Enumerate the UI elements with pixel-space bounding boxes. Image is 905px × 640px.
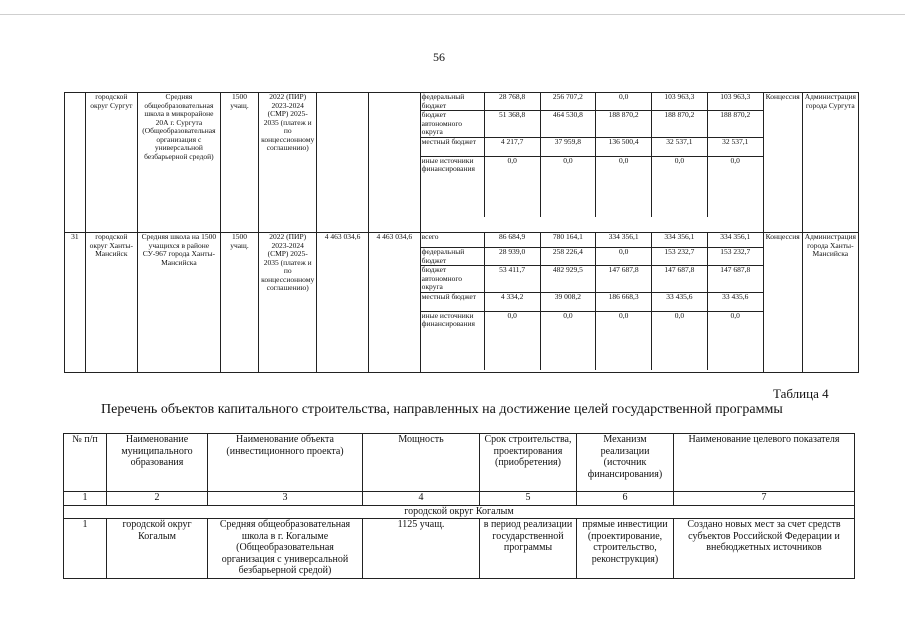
capacity-cell: 1500 учащ. <box>220 233 258 373</box>
table-caption: Таблица 4 <box>773 386 829 401</box>
header-cell: Наименование целевого показателя <box>674 434 855 492</box>
source-value: 103 963,3 <box>707 93 762 111</box>
source-label: местный бюджет <box>421 137 485 156</box>
column-number: 7 <box>674 492 855 506</box>
source-value: 0,0 <box>540 156 596 217</box>
source-label: бюджет автономного округа <box>421 266 485 293</box>
sources-table <box>421 93 763 217</box>
municipality-cell: городской округ Сургут <box>85 93 137 233</box>
source-value: 147 687,8 <box>652 266 708 293</box>
row-number <box>65 93 86 233</box>
source-value: 28 768,8 <box>484 93 540 111</box>
source-row <box>421 292 763 311</box>
header-cell: Срок строительства, проектирования (приобретения) <box>480 434 577 492</box>
source-row <box>421 156 763 217</box>
source-value: 0,0 <box>596 93 652 111</box>
source-label: федеральный бюджет <box>421 93 485 111</box>
sources-table <box>421 233 763 370</box>
source-value: 780 164,1 <box>540 233 596 248</box>
table-title: Перечень объектов капитального строительства, направленных на достижение целей государственной программы <box>101 402 783 417</box>
source-value: 0,0 <box>596 311 652 370</box>
source-row <box>421 111 763 138</box>
source-row <box>421 266 763 293</box>
group-row <box>64 506 855 519</box>
source-value: 0,0 <box>484 156 540 217</box>
source-value: 464 530,8 <box>540 111 596 138</box>
scan-border-line <box>0 14 905 15</box>
source-row <box>421 233 763 248</box>
indicator-cell: Создано новых мест за счет средств субъектов Российской Федерации и внебюджетных источников <box>674 519 855 579</box>
source-value: 0,0 <box>484 311 540 370</box>
mechanism-cell: Концессия <box>763 233 802 373</box>
source-value: 33 435,6 <box>707 292 762 311</box>
source-value: 0,0 <box>596 248 652 266</box>
source-label: всего <box>421 233 485 248</box>
header-cell: № п/п <box>64 434 107 492</box>
header-cell: Мощность <box>363 434 480 492</box>
source-label: бюджет автономного округа <box>421 111 485 138</box>
object-cell: Средняя общеобразовательная школа в г. Когалыме (Общеобразовательная организация с универсальной безбарьерной средой) <box>208 519 363 579</box>
source-value: 334 356,1 <box>707 233 762 248</box>
table-row <box>64 519 855 579</box>
source-value: 33 435,6 <box>652 292 708 311</box>
capacity-cell: 1125 учащ. <box>363 519 480 579</box>
row-number: 1 <box>64 519 107 579</box>
source-value: 153 232,7 <box>652 248 708 266</box>
source-value: 53 411,7 <box>484 266 540 293</box>
source-label: федеральный бюджет <box>421 248 485 266</box>
source-label: иные источники финансирования <box>421 155 475 173</box>
cost-cell: 4 463 034,6 <box>368 233 420 373</box>
sources-cell <box>420 93 763 233</box>
source-value: 136 500,4 <box>596 137 652 156</box>
source-value: 4 217,7 <box>484 137 540 156</box>
municipality-cell: городской округ Ханты-Мансийск <box>85 233 137 373</box>
capital-construction-table <box>63 433 855 579</box>
object-cell: Средняя общеобразовательная школа в микрорайоне 20А г. Сургута (Общеобразовательная организация с универсальной безбарьерной средой) <box>137 93 220 233</box>
administrator-cell: Администрация города Сургута <box>802 93 858 233</box>
header-cell: Наименование объекта (инвестиционного проекта) <box>208 434 363 492</box>
row-number: 31 <box>65 233 86 373</box>
source-value: 28 939,0 <box>484 248 540 266</box>
source-label: местный бюджет <box>421 292 485 311</box>
source-value: 0,0 <box>707 311 762 370</box>
source-row <box>421 93 763 111</box>
table-row <box>65 233 859 373</box>
mechanism-cell: прямые инвестиции (проектирование, строительство, реконструкция) <box>577 519 674 579</box>
cost-cell: 4 463 034,6 <box>317 233 369 373</box>
column-number: 6 <box>577 492 674 506</box>
cost-cell <box>368 93 420 233</box>
municipality-cell: городской округ Когалым <box>107 519 208 579</box>
column-number: 1 <box>64 492 107 506</box>
column-number-row <box>64 492 855 506</box>
header-row <box>64 434 855 492</box>
term-cell: 2022 (ПИР) 2023-2024 (СМР) 2025-2035 (платеж и по концессионному соглашению) <box>259 93 317 233</box>
column-number: 3 <box>208 492 363 506</box>
term-cell: в период реализации государственной программы <box>480 519 577 579</box>
source-value: 334 356,1 <box>652 233 708 248</box>
source-value: 256 707,2 <box>540 93 596 111</box>
page-number: 56 <box>433 50 445 64</box>
source-value: 186 668,3 <box>596 292 652 311</box>
source-row <box>421 248 763 266</box>
source-value: 86 684,9 <box>484 233 540 248</box>
source-value: 147 687,8 <box>596 266 652 293</box>
source-value: 482 929,5 <box>540 266 596 293</box>
source-label: иные источники финансирования <box>421 310 475 328</box>
group-label: городской округ Когалым <box>64 506 855 519</box>
source-value: 153 232,7 <box>707 248 762 266</box>
source-value: 188 870,2 <box>707 111 762 138</box>
object-cell: Средняя школа на 1500 учащихся в районе СУ-967 города Ханты-Мансийска <box>137 233 220 373</box>
source-value: 258 226,4 <box>540 248 596 266</box>
source-value: 334 356,1 <box>596 233 652 248</box>
source-value: 0,0 <box>707 156 762 217</box>
source-value: 37 959,8 <box>540 137 596 156</box>
source-value: 51 368,8 <box>484 111 540 138</box>
mechanism-cell: Концессия <box>763 93 802 233</box>
source-value: 32 537,1 <box>707 137 762 156</box>
column-number: 4 <box>363 492 480 506</box>
source-value: 0,0 <box>652 156 708 217</box>
capacity-cell: 1500 учащ. <box>220 93 258 233</box>
source-row <box>421 137 763 156</box>
table-row <box>65 93 859 233</box>
source-value: 103 963,3 <box>652 93 708 111</box>
source-value: 32 537,1 <box>652 137 708 156</box>
cost-cell <box>317 93 369 233</box>
sources-cell <box>420 233 763 373</box>
investment-table <box>64 92 859 373</box>
column-number: 2 <box>107 492 208 506</box>
source-value: 188 870,2 <box>652 111 708 138</box>
column-number: 5 <box>480 492 577 506</box>
term-cell: 2022 (ПИР) 2023-2024 (СМР) 2025-2035 (платеж и по концессионному соглашению) <box>259 233 317 373</box>
source-value: 147 687,8 <box>707 266 762 293</box>
source-value: 188 870,2 <box>596 111 652 138</box>
source-row <box>421 311 763 370</box>
source-value: 0,0 <box>652 311 708 370</box>
header-cell: Механизм реализации (источник финансирования) <box>577 434 674 492</box>
source-value: 0,0 <box>596 156 652 217</box>
source-value: 39 008,2 <box>540 292 596 311</box>
source-value: 4 334,2 <box>484 292 540 311</box>
administrator-cell: Администрация города Ханты-Мансийска <box>802 233 858 373</box>
source-value: 0,0 <box>540 311 596 370</box>
header-cell: Наименование муниципального образования <box>107 434 208 492</box>
